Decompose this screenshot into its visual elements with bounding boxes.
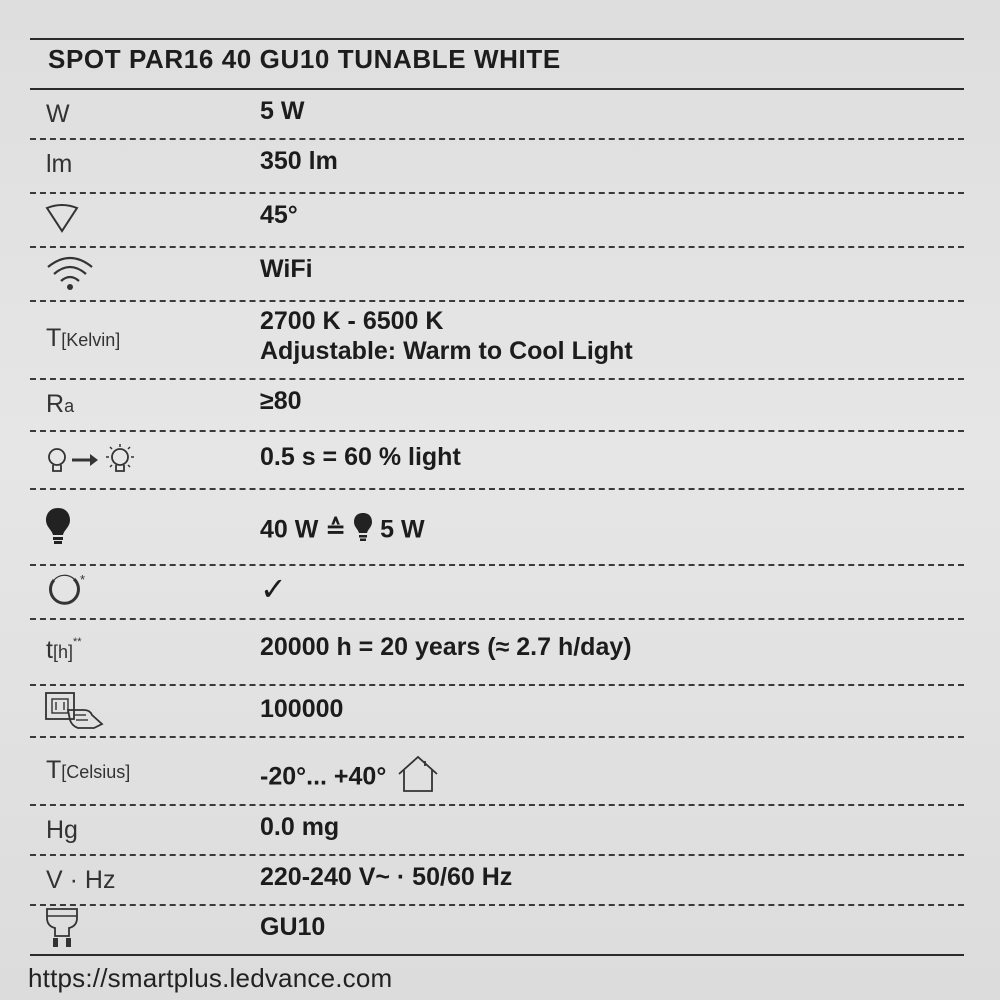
celsius-symbol <box>46 756 130 785</box>
power-value: 5 W <box>260 97 305 125</box>
spec-row-warmup <box>30 430 964 488</box>
spec-row-color-temperature <box>30 300 964 378</box>
bottom-rule <box>30 954 964 956</box>
dimmable-icon <box>44 572 94 610</box>
color-temperature-value: 2700 K - 6500 K <box>260 307 444 335</box>
row-divider <box>30 138 964 140</box>
warmup-time-icon <box>44 444 154 478</box>
spec-row-connectivity <box>30 246 964 300</box>
voltage-value: 220-240 V~ · 50/60 Hz <box>260 863 513 891</box>
cri-symbol <box>46 390 74 419</box>
lumen-symbol: lm <box>46 150 73 178</box>
kelvin-symbol <box>46 324 120 353</box>
celsius-symbol-sub: [Celsius] <box>61 762 131 782</box>
row-divider <box>30 246 964 248</box>
bulb-small-icon <box>353 512 373 550</box>
ambient-temperature-value <box>260 754 439 802</box>
switching-cycles-value: 100000 <box>260 695 344 723</box>
row-divider <box>30 488 964 490</box>
spec-row-base <box>30 904 964 954</box>
row-divider <box>30 192 964 194</box>
spec-row-voltage <box>30 854 964 904</box>
lumen-value: 350 lm <box>260 147 338 175</box>
cri-value: ≥80 <box>260 387 302 415</box>
spec-row-switching-cycles <box>30 684 964 736</box>
lifetime-symbol-sub: [h] <box>52 642 73 662</box>
kelvin-symbol-letter: T <box>46 324 62 352</box>
spec-row-dimmable <box>30 564 964 618</box>
mercury-value: 0.0 mg <box>260 813 340 841</box>
indoor-house-icon <box>397 754 439 802</box>
dimmable-footnote-mark: * <box>80 572 86 587</box>
lifetime-symbol-letter: t <box>46 636 53 664</box>
equivalent-led: 5 W <box>380 515 425 544</box>
base-value: GU10 <box>260 913 326 941</box>
base-socket-icon <box>44 906 80 950</box>
spec-row-power <box>30 88 964 138</box>
cri-symbol-letter: R <box>46 390 65 418</box>
ambient-temperature-range: -20°... +40° <box>260 762 387 791</box>
voltage-symbol: V · Hz <box>46 866 116 894</box>
website-url: https://smartplus.ledvance.com <box>28 963 393 993</box>
spec-row-cri <box>30 378 964 430</box>
spec-row-ambient-temperature <box>30 736 964 804</box>
row-divider <box>30 736 964 738</box>
warmup-value: 0.5 s = 60 % light <box>260 443 461 471</box>
lifetime-value: 20000 h = 20 years (≈ 2.7 h/day) <box>260 633 632 661</box>
row-divider <box>30 378 964 380</box>
row-divider <box>30 300 964 302</box>
row-divider <box>30 854 964 856</box>
spec-row-lifetime <box>30 618 964 684</box>
spec-row-luminous-flux <box>30 138 964 192</box>
power-symbol: W <box>46 100 70 128</box>
dimmable-check: ✓ <box>260 571 287 607</box>
switching-cycles-icon <box>44 690 114 730</box>
kelvin-symbol-sub: [Kelvin] <box>61 330 121 350</box>
row-divider <box>30 904 964 906</box>
equivalent-incandescent: 40 W ≙ <box>260 515 347 544</box>
bulb-icon <box>44 506 72 546</box>
bottom-divider <box>30 954 964 956</box>
connectivity-value: WiFi <box>260 255 313 283</box>
beam-angle-icon <box>44 202 80 234</box>
lifetime-footnote-mark: ** <box>72 636 82 648</box>
row-divider <box>30 88 964 90</box>
row-divider <box>30 618 964 620</box>
beam-angle-value: 45° <box>260 201 298 229</box>
celsius-symbol-letter: T <box>46 756 62 784</box>
equivalent-value <box>260 512 425 550</box>
wifi-icon <box>44 254 96 292</box>
lifetime-symbol <box>46 636 82 665</box>
cri-symbol-sub: a <box>64 396 75 416</box>
row-divider <box>30 804 964 806</box>
row-divider <box>30 430 964 432</box>
spec-row-equivalent <box>30 488 964 564</box>
row-divider <box>30 564 964 566</box>
row-divider <box>30 684 964 686</box>
product-title: SPOT PAR16 40 GU10 TUNABLE WHITE <box>48 44 561 74</box>
spec-row-beam-angle <box>30 192 964 246</box>
mercury-symbol: Hg <box>46 816 78 844</box>
spec-row-mercury <box>30 804 964 854</box>
color-temperature-note: Adjustable: Warm to Cool Light <box>260 337 633 365</box>
top-rule <box>30 38 964 40</box>
